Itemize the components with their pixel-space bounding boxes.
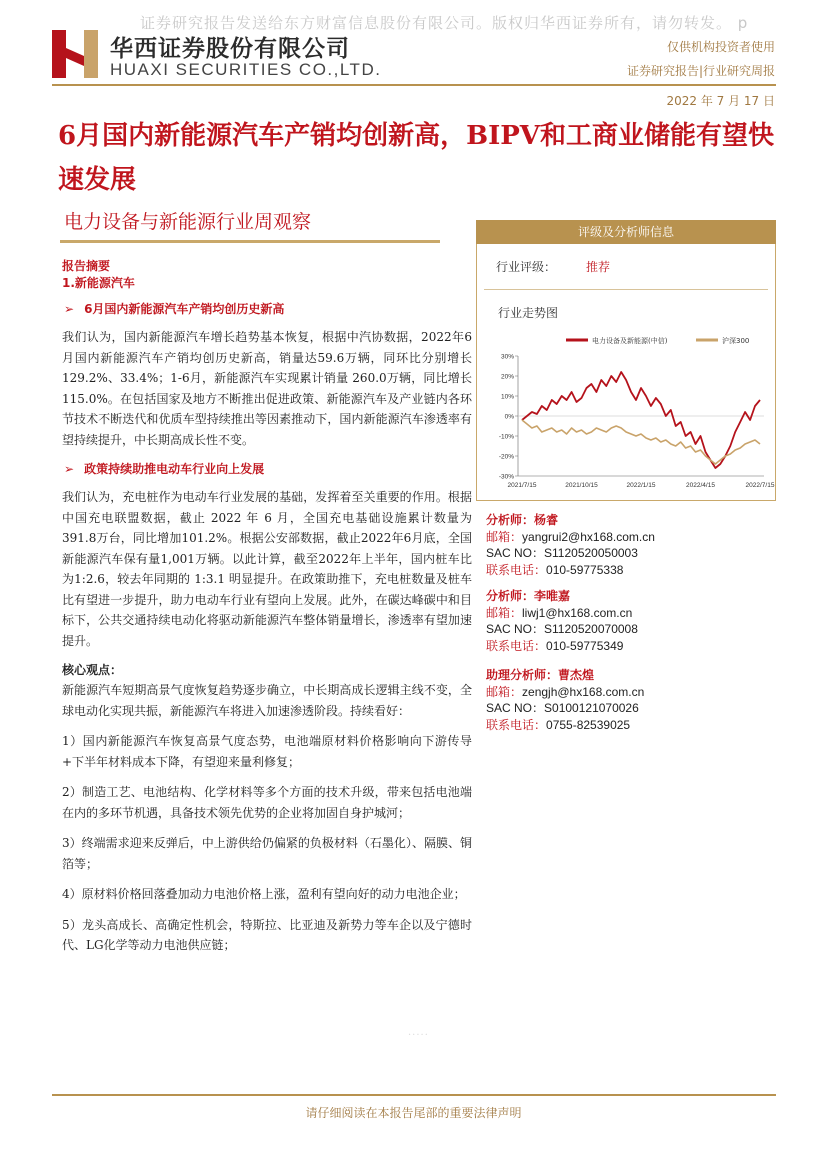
bullet-heading-2	[62, 460, 472, 477]
analyst-card-3	[486, 667, 776, 733]
y-tick-label: -20%	[498, 453, 514, 461]
tel-label: 联系电话：	[486, 717, 547, 732]
x-tick-label: 2022/7/15	[745, 482, 775, 489]
bullet-heading-2-text: 政策持续助推电动车行业向上发展	[84, 462, 265, 476]
analyst-name: 分析师：李唯嘉	[486, 589, 571, 603]
decorative-dots: ·····	[408, 1030, 429, 1041]
report-date: 2022 年 7 月 17 日	[666, 94, 775, 108]
analyst-sac-row	[486, 621, 776, 638]
y-tick-label: 30%	[500, 353, 514, 361]
analyst-card-1	[486, 512, 776, 578]
rating-value: 推荐	[586, 260, 611, 274]
report-subtitle: 电力设备与新能源行业周观察	[64, 211, 312, 233]
email-label: 邮箱：	[486, 605, 523, 620]
bullet-heading-1-text: 6月国内新能源汽车产销均创历史新高	[84, 302, 285, 316]
trend-chart-label: 行业走势图	[498, 306, 559, 320]
legend-label: 电力设备及新能源(中信)	[592, 337, 668, 345]
huaxi-logo-icon	[52, 30, 98, 78]
analyst-name: 分析师：杨睿	[486, 513, 559, 527]
analyst-email-row	[486, 684, 776, 701]
tel-label: 联系电话：	[486, 638, 547, 653]
analyst-email[interactable]: liwj1@hx168.com.cn	[522, 605, 633, 620]
analyst-tel: 010-59775338	[546, 562, 624, 577]
analyst-email[interactable]: zengjh@hx168.com.cn	[522, 684, 645, 699]
core-point-4: 4）原材料价格回落叠加动力电池价格上涨，盈利有望向好的动力电池企业；	[62, 887, 466, 901]
tel-label: 联系电话：	[486, 562, 547, 577]
section-heading-nev: 1.新能源汽车	[62, 276, 135, 290]
industry-trend-chart	[486, 326, 775, 494]
core-point-2: 2）制造工艺、电池结构、化学材料等多个方面的技术升级，带来包括电池端在内的多环节机遇，具备技术领先优势的企业将加固自身护城河；	[62, 785, 472, 820]
y-tick-label: 10%	[500, 393, 514, 401]
analyst-sac: S1120520070008	[544, 622, 638, 636]
analyst-email-row	[486, 605, 776, 622]
analyst-sac-row	[486, 545, 776, 562]
analyst-email-row	[486, 529, 776, 546]
analyst-tel: 010-59775349	[546, 638, 624, 653]
analyst-tel-row	[486, 717, 776, 734]
y-tick-label: 20%	[500, 373, 514, 381]
x-tick-label: 2022/1/15	[626, 482, 656, 489]
subtitle-underline	[60, 240, 440, 243]
bullet-heading-1	[62, 300, 472, 317]
sac-label: SAC NO：	[486, 701, 545, 715]
email-label: 邮箱：	[486, 684, 523, 699]
x-tick-label: 2021/10/15	[565, 482, 598, 489]
x-tick-label: 2021/7/15	[507, 482, 537, 489]
series-line-industry	[522, 372, 760, 468]
y-tick-label: -30%	[498, 473, 514, 481]
rating-panel-header: 评级及分析师信息	[476, 220, 776, 244]
core-point-3: 3）终端需求迎来反弹后，中上游供给仍偏紧的负极材料（石墨化）、隔膜、铜箔等；	[62, 836, 472, 871]
sac-label: SAC NO：	[486, 622, 545, 636]
analyst-tel-row	[486, 562, 776, 579]
triangle-bullet-icon: ➢	[64, 302, 75, 316]
analyst-sac: S1120520050003	[544, 546, 638, 560]
core-point-1: 1）国内新能源汽车恢复高景气度态势，电池端原材料价格影响向下游传导+下半年材料成本下降，有望迎来量利修复；	[62, 734, 472, 769]
sac-label: SAC NO：	[486, 546, 545, 560]
legend-label: 沪深300	[722, 337, 750, 345]
core-point-5: 5）龙头高成长、高确定性机会，特斯拉、比亚迪及新势力等车企以及宁德时代、LG化学等动力电池供应链；	[62, 917, 472, 952]
paragraph-2: 我们认为，充电桩作为电动车行业发展的基础，发挥着至关重要的作用。根据中国充电联盟数据，截止 2022 年 6 月，全国充电基础设施累计数量为391.8万台，同比增加101.2%。根据公安部数据，截止2022年6月底，全国新能源汽车保有量1,001万辆。以此计算，截至2022年上半年，国内桩车比为1:2.6，较去年同期的 1:3.1 明显提升。在政策助推下，充电桩数量及桩车比有望进一步提升，助力电动车行业有望向上发展。此外，在碳达峰碳中和目标下，公共交通持续电动化将驱动新能源汽车整体销量增长，渗透率有望加速提升。	[62, 490, 472, 648]
analyst-sac-row	[486, 700, 776, 717]
triangle-bullet-icon: ➢	[64, 462, 75, 476]
rating-label: 行业评级：	[496, 260, 557, 274]
rating-divider	[484, 289, 768, 290]
report-type: 证券研究报告|行业研究周报	[626, 64, 775, 78]
y-tick-label: -10%	[498, 433, 514, 441]
summary-column	[62, 258, 472, 966]
company-name-cn: 华西证券股份有限公司	[110, 36, 350, 62]
company-name-en: HUAXI SECURITIES CO.,LTD.	[110, 60, 382, 79]
watermark-text: 证券研究报告发送给东方财富信息股份有限公司。版权归华西证券所有，请勿转发。 p	[140, 14, 749, 32]
paragraph-1: 我们认为，国内新能源汽车增长趋势基本恢复，根据中汽协数据，2022年6月国内新能源汽车产销均创历史新高，销量达59.6万辆，同环比分别增长 129.2%、33.4%；1-6月，新能源汽车实现累计销量 260.0万辆，同比增长 115.0%。在包括国家及地方不断推出促进政策、新能源汽车及产业链内各环节技术不断迭代和优质车型持续推出等因素推动下，国内新能源汽车渗透率有望持续提升，中长期高成长性不变。	[62, 330, 472, 447]
analyst-name: 助理分析师：曹杰煌	[486, 668, 595, 682]
analyst-tel: 0755-82539025	[546, 717, 631, 732]
series-line-hs300	[522, 420, 760, 464]
core-view-label: 核心观点：	[62, 663, 123, 677]
summary-label: 报告摘要	[62, 259, 111, 273]
y-tick-label: 0%	[504, 413, 514, 421]
x-tick-label: 2022/4/15	[686, 482, 715, 489]
analyst-email[interactable]: yangrui2@hx168.com.cn	[522, 529, 655, 544]
analyst-tel-row	[486, 638, 776, 655]
email-label: 邮箱：	[486, 529, 523, 544]
footer-divider	[52, 1094, 776, 1096]
header-divider	[52, 84, 776, 86]
footer-legal-note: 请仔细阅读在本报告尾部的重要法律声明	[305, 1106, 522, 1120]
core-view-paragraph: 新能源汽车短期高景气度恢复趋势逐步确立，中长期高成长逻辑主线不变，全球电动化实现共振，新能源汽车将进入加速渗透阶段。持续看好：	[62, 683, 472, 718]
audience-note: 仅供机构投资者使用	[666, 40, 775, 54]
report-title: 6月国内新能源汽车产销均创新高，BIPV和工商业储能有望快速发展	[58, 121, 774, 195]
analyst-card-2	[486, 588, 776, 654]
analyst-sac: S0100121070026	[544, 701, 639, 715]
